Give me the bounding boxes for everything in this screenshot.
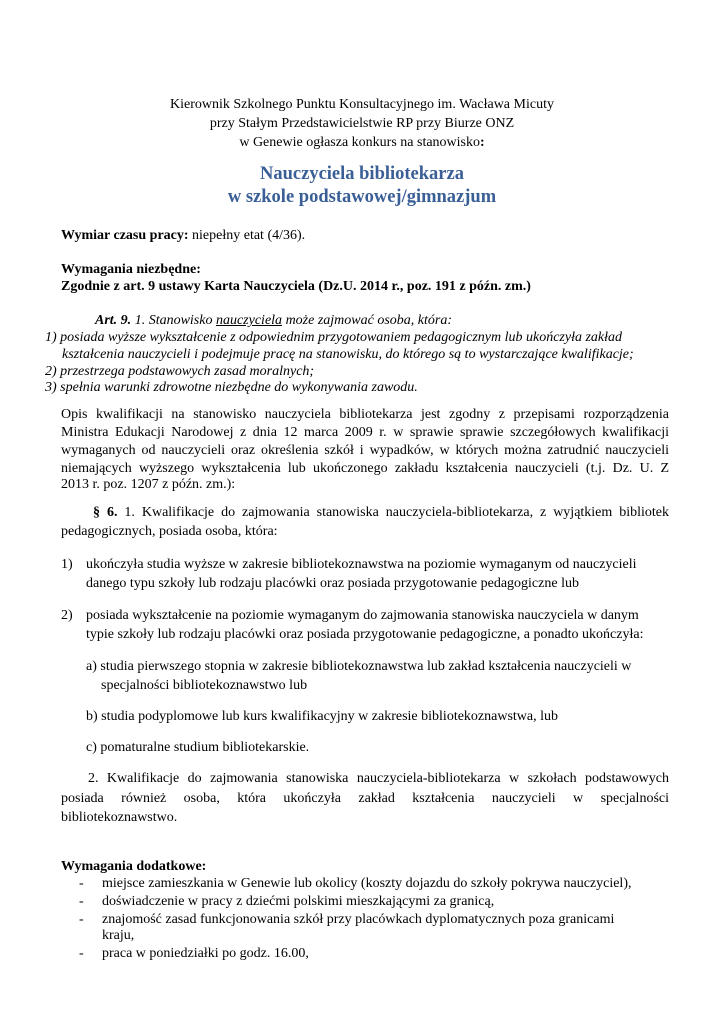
section-6-point-2-line-1: 2. Kwalifikacje do zajmowania stanowiska nauczyciela-bibliotekarza w szkołach podstawowych — [88, 771, 669, 786]
section-6-item-1-number: 1) — [61, 557, 73, 572]
section-6-item-2-line-2: typie szkoły lub rodzaju placówki oraz posiada przygotowanie pedagogiczne, a ponadto ukończyła: — [86, 627, 644, 642]
description-line-5: 2013 r. poz. 1207 z późn. zm.): — [61, 477, 236, 492]
announcer-colon: : — [480, 135, 485, 150]
section-6-line-2: pedagogicznych, posiada osoba, która: — [61, 524, 278, 539]
work-time-label: Wymiar czasu pracy: — [61, 228, 189, 243]
section-6-point-2-line-3: bibliotekoznawstwo. — [61, 810, 178, 825]
section-6-sub-a-line-1: a) studia pierwszego stopnia w zakresie bibliotekoznawstwa lub zakład kształcenia nauczycieli w — [86, 659, 632, 674]
section-6-item-1-line-2: danego typu szkoły lub rodzaju placówki oraz posiada przygotowanie pedagogiczne lub — [86, 576, 579, 591]
article-9-item-3: 3) spełnia warunki zdrowotne niezbędne do wykonywania zawodu. — [45, 380, 418, 395]
additional-dash-2: - — [79, 894, 84, 909]
description-line-4: niemających wyższego wykształcenia lub ukończonego zakładu kształcenia nauczycieli (t.j. Dz. U. Z — [61, 461, 669, 476]
description-line-1: Opis kwalifikacji na stanowisko nauczyciela bibliotekarza jest zgodny z przepisami rozporządzenia — [61, 407, 669, 422]
description-line-3: wymaganych od nauczycieli oraz określenia szkół i wypadków, w których można zatrudnić nauczycieli — [61, 443, 669, 458]
announcer-line-3 — [0, 133, 724, 153]
article-9-underlined-word: nauczyciela — [215, 313, 283, 328]
announcer-line-2: przy Stałym Przedstawicielstwie RP przy Biurze ONZ — [209, 116, 515, 131]
additional-item-4: praca w poniedziałki po godz. 16.00, — [102, 946, 309, 961]
announcer-line-3-text: w Genewie ogłasza konkurs na stanowisko — [239, 135, 480, 150]
work-time-value: niepełny etat (4/36). — [188, 228, 306, 243]
announcer-line-1: Kierownik Szkolnego Punktu Konsultacyjnego im. Wacława Micuty — [170, 97, 554, 112]
section-6-item-2-number: 2) — [61, 608, 73, 623]
requirements-basis: Zgodnie z art. 9 ustawy Karta Nauczyciela (Dz.U. 2014 r., poz. 191 z późn. zm.) — [61, 279, 531, 294]
article-9-item-2: 2) przestrzega podstawowych zasad moralnych; — [45, 364, 315, 379]
position-title-line-2: w szkole podstawowej/gimnazjum — [227, 187, 497, 207]
section-6-line-1 — [93, 503, 669, 523]
article-9-label: Art. 9. — [95, 313, 132, 328]
section-6-sub-a-line-2: specjalności bibliotekoznawstwo lub — [101, 678, 308, 693]
additional-item-3-line-1: znajomość zasad funkcjonowania szkół przy placówkach dyplomatycznych poza granicami — [102, 912, 615, 927]
additional-item-1: miejsce zamieszkania w Genewie lub okolicy (koszty dojazdu do szkoły pokrywa nauczyciel), — [102, 876, 632, 891]
section-6-line-1-text: 1. Kwalifikacje do zajmowania stanowiska nauczyciela-bibliotekarza, z wyjątkiem bibliotek — [117, 505, 670, 520]
additional-item-2: doświadczenie w pracy z dziećmi polskimi mieszkającymi za granicą, — [102, 894, 495, 909]
additional-heading: Wymagania dodatkowe: — [61, 859, 207, 874]
section-6-item-1-line-1: ukończyła studia wyższe w zakresie bibliotekoznawstwa na poziomie wymaganym od nauczycieli — [86, 557, 637, 572]
description-line-2: Ministra Edukacji Narodowej z dnia 12 marca 2009 r. w sprawie sprawie szczegółowych kwalifikacji — [61, 425, 669, 440]
section-6-sub-c: c) pomaturalne studium bibliotekarskie. — [86, 740, 310, 755]
work-time — [61, 226, 305, 246]
additional-dash-3: - — [79, 912, 84, 927]
section-6-point-2-line-2: posiada również osoba, która ukończyła zakład kształcenia nauczycieli w specjalności — [61, 791, 669, 806]
section-6-sub-b: b) studia podyplomowe lub kurs kwalifikacyjny w zakresie bibliotekoznawstwa, lub — [86, 709, 559, 724]
additional-item-3-line-2: kraju, — [102, 928, 135, 943]
position-title-line-1: Nauczyciela bibliotekarza — [260, 164, 464, 184]
article-9-intro-post: może zajmować osoba, która: — [282, 313, 452, 328]
section-6-item-2-line-1: posiada wykształcenie na poziomie wymaganym do zajmowania stanowiska nauczyciela w danym — [86, 608, 639, 623]
article-9-item-1-line-2: kształcenia nauczycieli i podejmuje pracę na stanowisku, do którego są to wystarczające kwalifikacje; — [62, 347, 634, 362]
additional-dash-4: - — [79, 946, 84, 961]
requirements-heading: Wymagania niezbędne: — [61, 262, 201, 277]
additional-dash-1: - — [79, 876, 84, 891]
article-9-intro-pre: 1. Stanowisko — [131, 313, 216, 328]
article-9-item-1-line-1: 1) posiada wyższe wykształcenie z odpowiednim przygotowaniem pedagogicznym lub ukończyła zakład — [45, 330, 623, 345]
section-6-label: § 6. — [93, 505, 118, 520]
